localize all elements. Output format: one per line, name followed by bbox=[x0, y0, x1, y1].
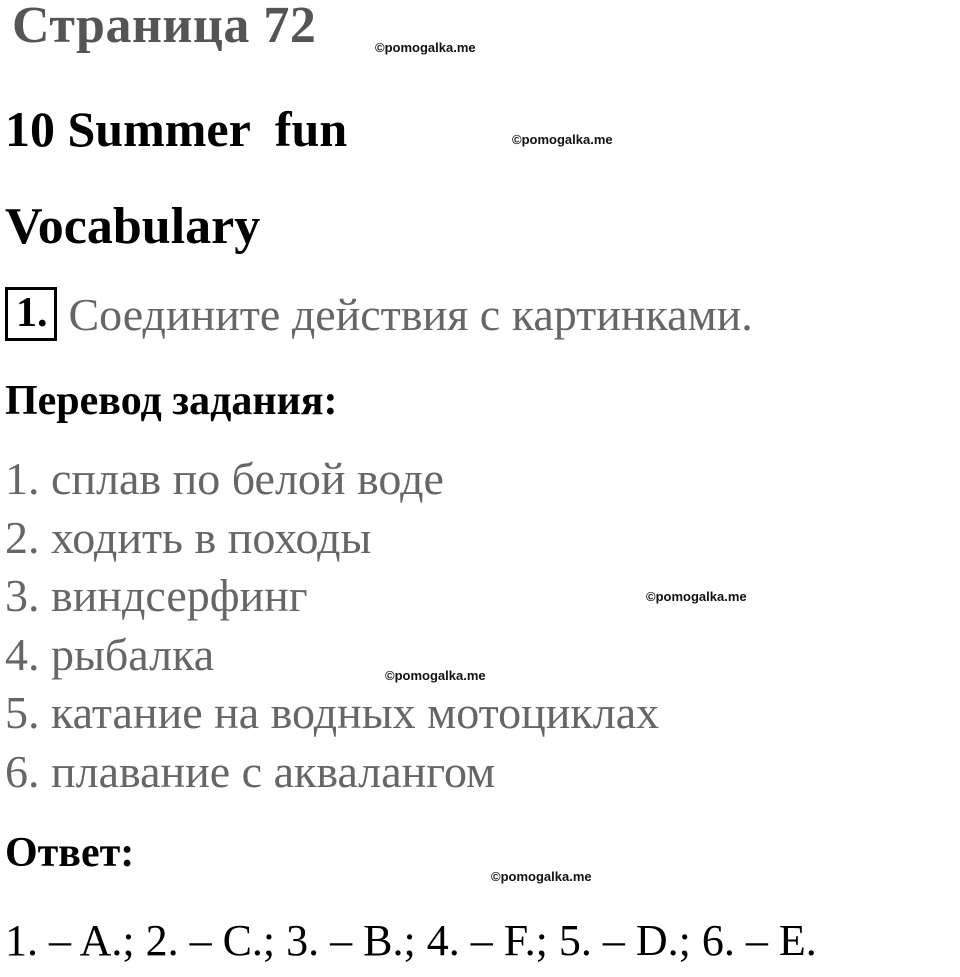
answer-heading: Ответ: bbox=[5, 830, 135, 876]
unit-title: 10 Summer fun bbox=[5, 101, 348, 157]
list-item: 4. рыбалка bbox=[5, 628, 215, 680]
list-item: 1. сплав по белой воде bbox=[5, 453, 444, 504]
translation-list bbox=[5, 450, 659, 801]
list-item: 6. плавание с аквалангом bbox=[5, 745, 496, 797]
list-item: 3. виндсерфинг bbox=[5, 570, 308, 621]
task-instruction: Соедините действия с картинками. bbox=[68, 288, 753, 340]
watermark: ©pomogalka.me bbox=[512, 132, 613, 147]
watermark: ©pomogalka.me bbox=[385, 668, 486, 683]
translation-heading: Перевод задания: bbox=[5, 378, 338, 424]
list-item: 5. катание на водных мотоциклах bbox=[5, 687, 660, 738]
task-number-box: 1. bbox=[5, 287, 57, 341]
watermark: ©pomogalka.me bbox=[375, 40, 476, 55]
watermark: ©pomogalka.me bbox=[646, 589, 747, 604]
watermark: ©pomogalka.me bbox=[491, 869, 592, 884]
section-title: Vocabulary bbox=[5, 198, 261, 255]
task-row bbox=[5, 287, 753, 341]
answer-text: 1. – A.; 2. – C.; 3. – B.; 4. – F.; 5. – D.; 6. – E. bbox=[5, 916, 817, 965]
page-title: Страница 72 bbox=[12, 0, 317, 54]
list-item: 2. ходить в походы bbox=[5, 511, 372, 563]
